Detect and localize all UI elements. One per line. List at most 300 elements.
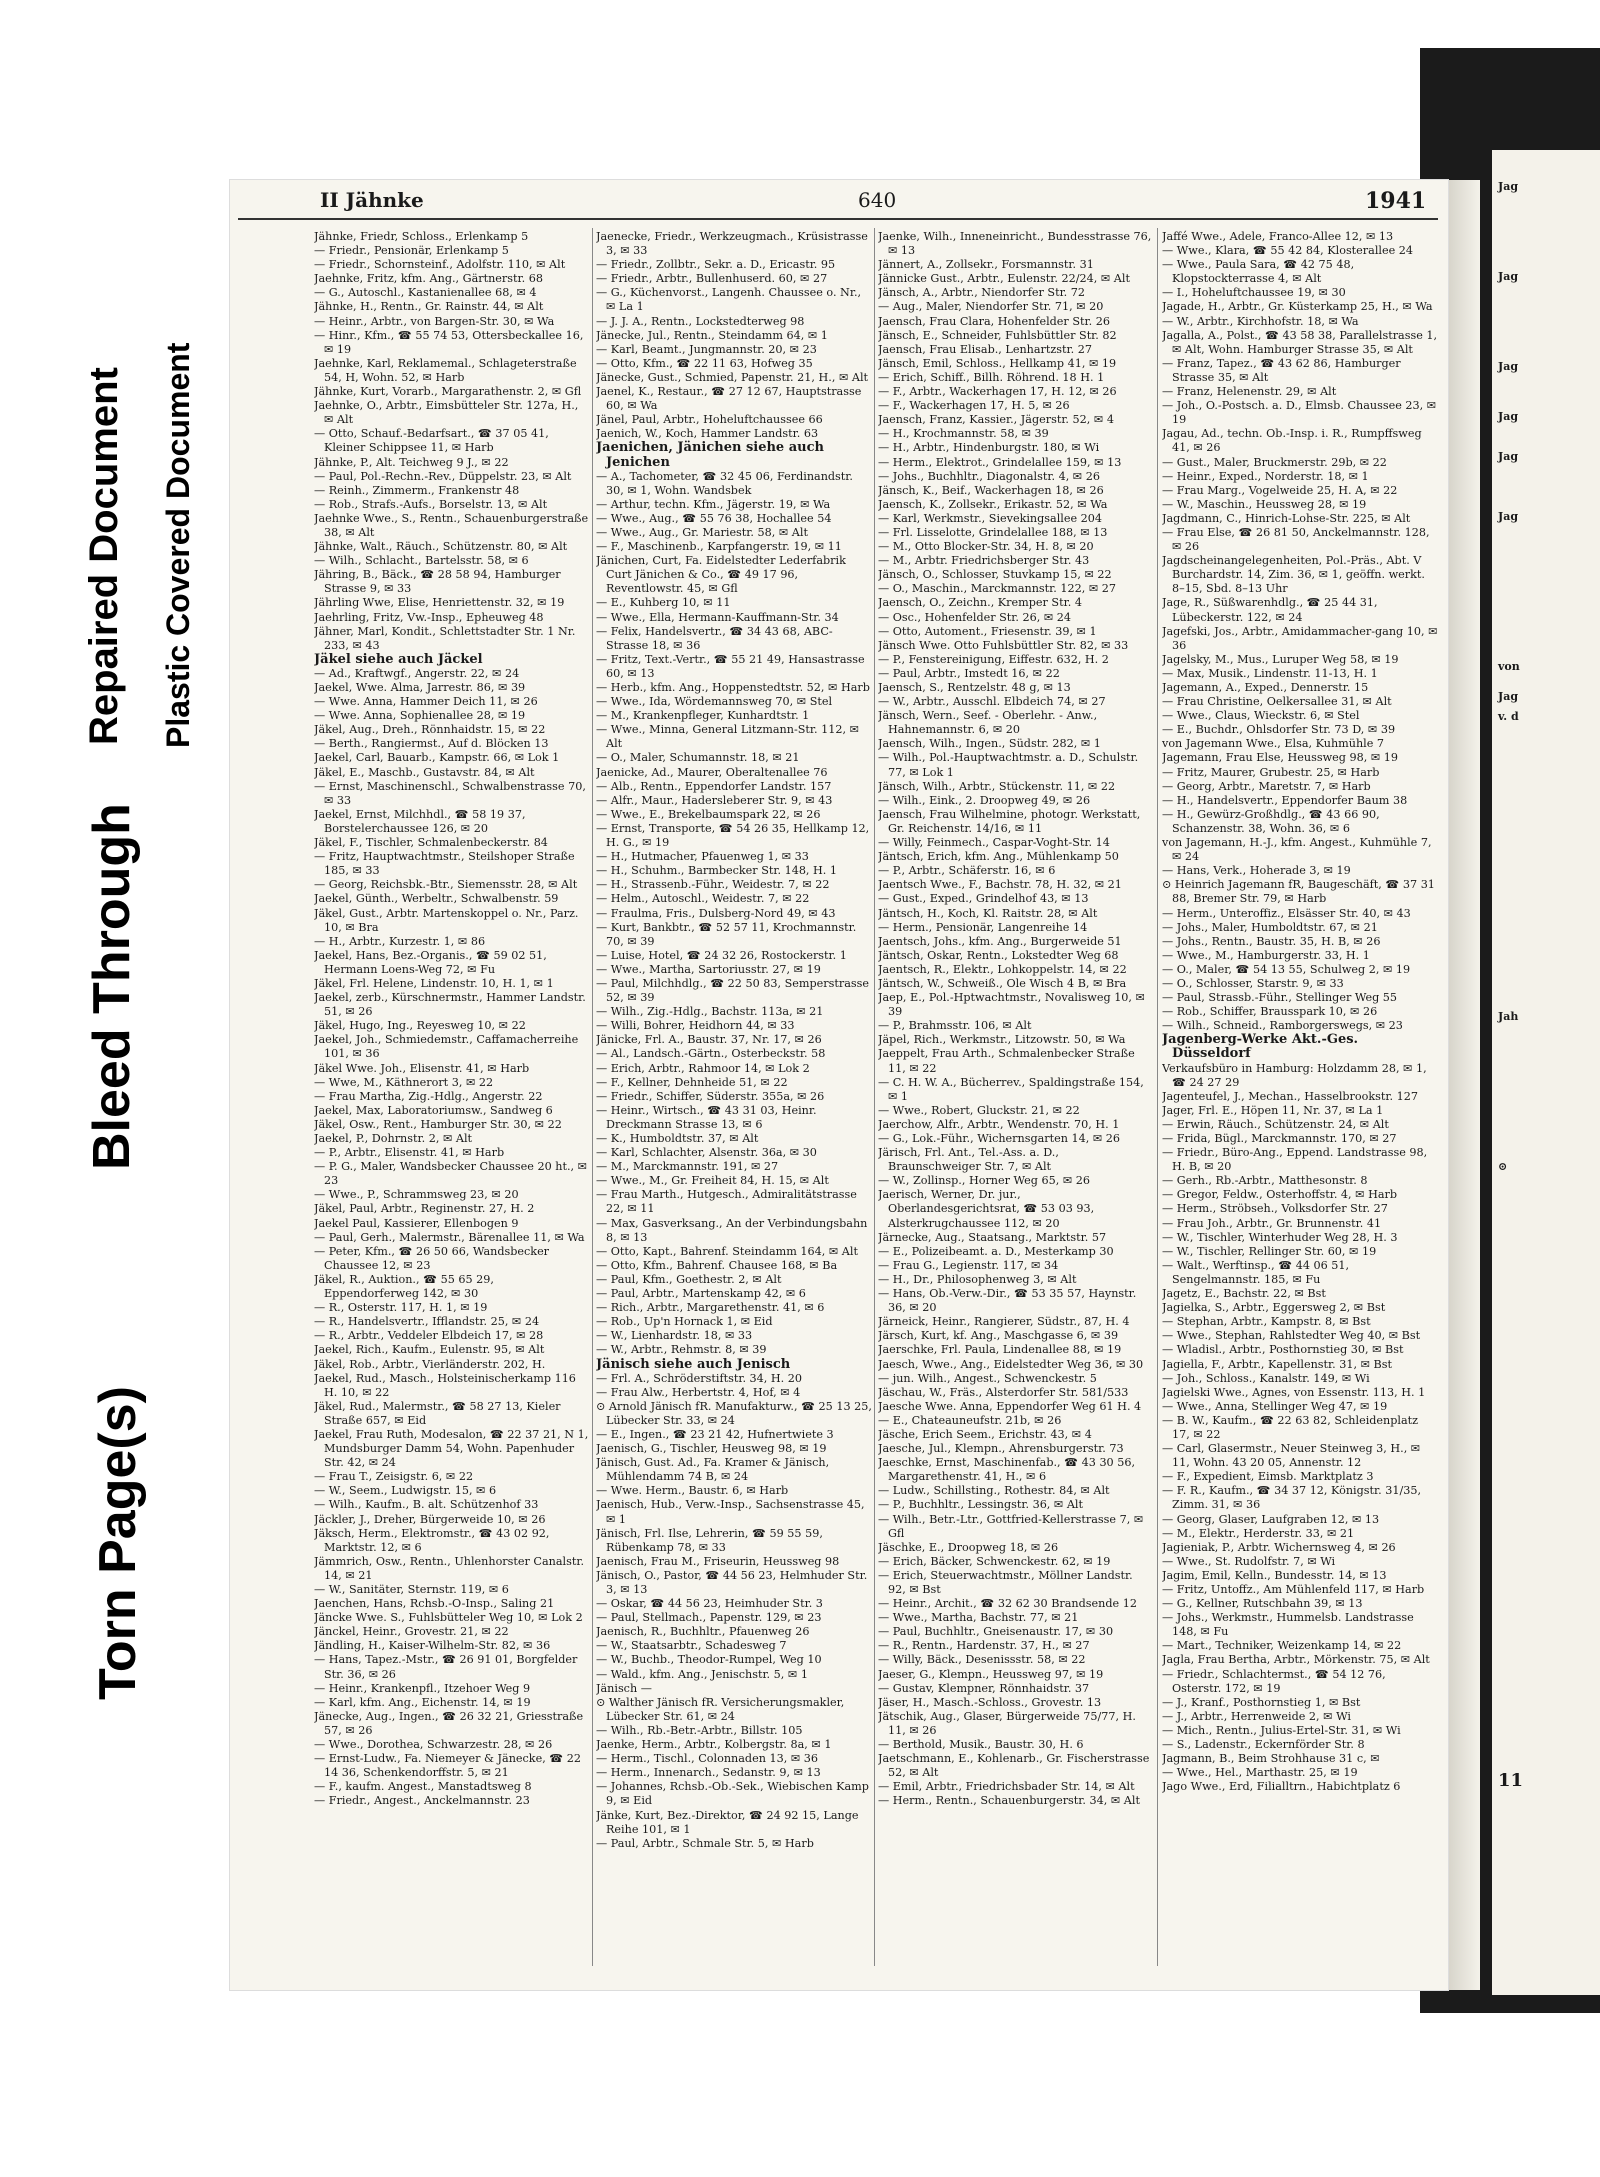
directory-entry: — Johs., Werkmstr., Hummelsb. Landstrasse 148, ✉ Fu [1162,1611,1414,1639]
directory-entry: — Gregor, Feldw., Osterhoffstr. 4, ✉ Harb [1162,1188,1398,1202]
directory-entry: — Otto, Automent., Friesenstr. 39, ✉ 1 [878,624,1097,638]
directory-entry: Jäkel, Hugo, Ing., Reyesweg 10, ✉ 22 [314,1019,526,1033]
directory-entry: — Friedr., Angest., Anckelmannstr. 23 [314,1794,530,1808]
directory-entry: — Hans, Tapez.-Mstr., ☎ 26 91 01, Borgfelder Str. 36, ✉ 26 [314,1653,578,1681]
directory-entry: Jäkel, Frl. Helene, Lindenstr. 10, H. 1, ✉ 1 [314,976,554,990]
directory-entry: — F., Kellner, Dehnheide 51, ✉ 22 [596,1075,788,1089]
directory-entry: — Georg, Arbtr., Maretstr. 7, ✉ Harb [1162,779,1371,793]
directory-entry: — P., Arbtr., Elisenstr. 41, ✉ Harb [314,1146,505,1160]
directory-entry: — O., Maschin., Marckmannstr. 122, ✉ 27 [878,582,1117,596]
directory-entry: Jaerisch, Werner, Dr. jur., Oberlandesgerichtsrat, ☎ 53 03 93, Alsterkrugchaussee 112, ✉ 20 [878,1188,1095,1230]
directory-column-2 [596,230,872,1966]
directory-entry: Jaenisch, Frau M., Friseurin, Heussweg 98 [596,1554,840,1568]
directory-entry: — Rob., Schiffer, Brausspark 10, ✉ 26 [1162,1005,1378,1019]
year: 1941 [1365,188,1427,214]
directory-entry: — Frau G., Legienstr. 117, ✉ 34 [878,1258,1059,1272]
directory-entry: — Emil, Arbtr., Friedrichsbader Str. 14, ✉ Alt [878,1780,1135,1794]
directory-entry: Jaekel, Wwe. Alma, Jarrestr. 86, ✉ 39 [314,681,526,694]
directory-entry: — Aug., Maler, Niendorfer Str. 71, ✉ 20 [878,300,1104,314]
running-head: II Jähnke [320,188,424,212]
directory-entry: — Hans, Ob.-Verw.-Dir., ☎ 53 35 57, Haynstr. 36, ✉ 20 [878,1287,1137,1315]
directory-entry: — Gust., Exped., Grindelhof 43, ✉ 13 [878,892,1089,906]
directory-entry: Jage, R., Süßwarenhdlg., ☎ 25 44 31, Lübeckerstr. 122, ✉ 24 [1162,596,1378,624]
directory-entry: Jäkel, Aug., Dreh., Rönnhaidstr. 15, ✉ 22 [314,723,546,737]
directory-entry: — Wwe. Anna, Sophienallee 28, ✉ 19 [314,709,526,723]
directory-entry: Jänke, Kurt, Bez.-Direktor, ☎ 24 92 15, Lange Reihe 101, ✉ 1 [596,1808,859,1836]
directory-entry: — Mich., Rentn., Julius-Ertel-Str. 31, ✉ Wi [1162,1723,1401,1737]
directory-entry: — R., Rentn., Hardenstr. 37, H., ✉ 27 [878,1639,1090,1653]
directory-column-4 [1162,230,1438,1966]
directory-entry: Jagdscheinangelegenheiten, Pol.-Präs., Abt. V Burchardstr. 14, Zim. 36, ✉ 1, geöffn. werkt. 8–15, Sbd. 8–13 Uhr [1162,554,1425,596]
directory-entry: — Friedr., Schiffer, Süderstr. 355a, ✉ 26 [596,1089,825,1103]
directory-entry: — W., Arbtr., Rehmstr. 8, ✉ 39 [596,1343,767,1357]
directory-entry: — Walt., Werftinsp., ☎ 44 06 51, Sengelmannstr. 185, ✉ Fu [1162,1258,1350,1286]
directory-entry: Jänecke, Jul., Rentn., Steindamm 64, ✉ 1 [596,328,828,342]
directory-entry: Jänsch, O., Schlosser, Stuvkamp 15, ✉ 22 [878,568,1112,582]
directory-entry: — H., Handelsvertr., Eppendorfer Baum 38 [1162,793,1408,807]
directory-entry: — Erich, Arbtr., Rahmoor 14, ✉ Lok 2 [596,1061,810,1075]
directory-entry: Jaekel, Max, Laboratoriumsw., Sandweg 6 [314,1103,553,1117]
directory-entry: Jaensch, Frau Elisab., Lenhartzstr. 27 [878,342,1092,356]
directory-entry: — Wwe., Martha, Bachstr. 77, ✉ 21 [878,1611,1079,1625]
directory-entry: — H., Krochmannstr. 58, ✉ 39 [878,427,1049,441]
directory-entry: — Paul, Arbtr., Imstedt 16, ✉ 22 [878,666,1060,680]
directory-entry: — F., Arbtr., Wackerhagen 17, H. 12, ✉ 26 [878,385,1117,399]
directory-entry: — Arthur, techn. Kfm., Jägerstr. 19, ✉ Wa [596,497,831,511]
directory-entry: — Wwe., Robert, Gluckstr. 21, ✉ 22 [878,1103,1080,1117]
column-divider [592,228,593,1966]
directory-entry: — Herm., Tischl., Colonnaden 13, ✉ 36 [596,1752,818,1766]
directory-entry: — Wilh., Schneid., Ramborgerswegs, ✉ 23 [1162,1019,1403,1033]
directory-entry: — Herm., Ströbseh., Volksdorfer Str. 27 [1162,1202,1388,1216]
directory-entry: ⊙ Walther Jänisch fR. Versicherungsmakler, Lübecker Str. 61, ✉ 24 [596,1695,845,1723]
directory-entry: — Wwe, M., Käthnerort 3, ✉ 22 [314,1075,494,1089]
directory-entry: Jänisch siehe auch Jenisch [596,1356,791,1372]
sliver-text: v. d [1498,710,1519,723]
directory-entry: Jagieniak, P., Arbtr. Wichernsweg 4, ✉ 26 [1162,1540,1396,1554]
directory-entry: Jäkel siehe auch Jäckel [314,651,483,667]
directory-entry: — Helm., Autoschl., Weidestr. 7, ✉ 22 [596,892,810,906]
directory-entry: — I., Hoheluftchaussee 19, ✉ 30 [1162,286,1346,300]
directory-entry: — O., Schlosser, Starstr. 9, ✉ 33 [1162,976,1344,990]
directory-entry: Jaeser, G., Klempn., Heussweg 97, ✉ 19 [878,1667,1104,1681]
directory-entry: Jänsch, Wilh., Arbtr., Stückenstr. 11, ✉ 22 [878,779,1116,793]
sliver-text: ⊙ [1498,1160,1508,1173]
directory-entry: Jaehnke Wwe., S., Rentn., Schauenburgerstraße 38, ✉ Alt [314,511,589,539]
directory-entry: Jätschik, Aug., Glaser, Bürgerweide 75/77, H. 11, ✉ 26 [878,1709,1136,1737]
directory-entry: Jaekel, Rud., Masch., Holsteinischerkamp 116 H. 10, ✉ 22 [314,1371,576,1399]
sliver-text: Jag [1498,690,1519,703]
directory-entry: — E., Ingen., ☎ 23 21 42, Hufnertwiete 3 [596,1427,834,1441]
directory-entry: — Frau Marth., Hutgesch., Admiralitätstrasse 22, ✉ 11 [596,1188,857,1216]
directory-entry: Jagielka, S., Arbtr., Eggersweg 2, ✉ Bst [1162,1301,1386,1315]
directory-entry: Jähnke, H., Rentn., Gr. Rainstr. 44, ✉ Alt [314,300,544,314]
directory-entry: — R., Handelsvertr., Ifflandstr. 25, ✉ 24 [314,1315,540,1329]
top-margin [0,0,1600,48]
directory-entry: Jänsch, E., Schneider, Fuhlsbüttler Str. 82 [878,328,1117,342]
directory-entry: Jaeschke, Ernst, Maschinenfab., ☎ 43 30 56, Margarethenstr. 41, H., ✉ 6 [878,1456,1136,1484]
directory-entry: Jährling Wwe, Elise, Henriettenstr. 32, ✉ 19 [314,596,565,610]
directory-entry: Jändling, H., Kaiser-Wilhelm-Str. 82, ✉ 36 [314,1639,551,1653]
directory-entry: — W., Arbtr., Ausschl. Elbdeich 74, ✉ 27 [878,695,1106,709]
directory-entry: Jänsch, A., Arbtr., Niendorfer Str. 72 [878,286,1086,300]
directory-entry: von Jagemann, H.-J., kfm. Angest., Kuhmühle 7, ✉ 24 [1162,836,1432,864]
directory-entry: — Friedr., Schornsteinf., Adolfstr. 110, ✉ Alt [314,258,566,272]
directory-entry: — Wwe., Hel., Marthastr. 25, ✉ 19 [1162,1766,1358,1780]
directory-entry: — W., Staatsarbtr., Schadesweg 7 [596,1639,787,1653]
directory-entry: Jaekel, Günth., Werbeltr., Schwalbenstr. 59 [314,892,559,906]
directory-entry: — Otto, Kfm., Bahrenf. Chausee 168, ✉ Ba [596,1258,838,1272]
directory-entry: Jagla, Frau Bertha, Arbtr., Mörkenstr. 75, ✉ Alt [1162,1653,1430,1667]
directory-entry: Järisch, Frl. Ant., Tel.-Ass. a. D., Braunschweiger Str. 7, ✉ Alt [878,1146,1059,1174]
directory-entry: — Gustav, Klempner, Rönnhaidstr. 37 [878,1681,1090,1695]
directory-entry: — Al., Landsch.-Gärtn., Osterbeckstr. 58 [596,1047,826,1061]
directory-column-3 [878,230,1154,1966]
directory-entry: — M., Arbtr. Friedrichsberger Str. 43 [878,554,1090,568]
directory-entry: — H., Schuhm., Barmbecker Str. 148, H. 1 [596,864,838,878]
directory-entry: Jäkel, F., Tischler, Schmalenbeckerstr. 84 [314,836,548,850]
directory-entry: — Reinh., Zimmerm., Frankenstr 48 [314,483,520,497]
directory-entry: Jagenberg-Werke Akt.-Ges. Düsseldorf [1162,1032,1359,1062]
directory-entry: — G., Kellner, Rutschbahn 39, ✉ 13 [1162,1597,1363,1611]
directory-entry: — Fritz, Maurer, Grubestr. 25, ✉ Harb [1162,765,1380,779]
directory-entry: Jager, Frl. E., Höpen 11, Nr. 37, ✉ La 1 [1162,1103,1384,1117]
directory-entry: — Ernst, Maschinenschl., Schwalbenstrasse 70, ✉ 33 [314,779,586,807]
directory-entry: Jänisch — [596,1681,652,1695]
directory-entry: — Felix, Handelsvertr., ☎ 34 43 68, ABC-Strasse 18, ✉ 36 [596,624,833,652]
directory-entry: — Wwe., Minna, General Litzmann-Str. 112, ✉ Alt [596,723,859,751]
directory-entry: — H., Dr., Philosophenweg 3, ✉ Alt [878,1272,1077,1286]
directory-entry: Jäksch, Herm., Elektromstr., ☎ 43 02 92, Marktstr. 12, ✉ 6 [314,1526,550,1554]
directory-entry: — W., Sanitäter, Sternstr. 119, ✉ 6 [314,1583,509,1596]
directory-entry: — Wilh., Betr.-Ltr., Gottfried-Kellerstrasse 7, ✉ Gfl [878,1512,1144,1540]
directory-entry: Jaenke, Herm., Arbtr., Kolbergstr. 8a, ✉ 1 [596,1738,832,1752]
page-number: 640 [858,188,897,212]
directory-entry: Jaerchow, Alfr., Arbtr., Wendenstr. 70, H. 1 [878,1117,1120,1131]
directory-entry: — Wwe., Claus, Wieckstr. 6, ✉ Stel [1162,709,1360,723]
directory-entry: — Fritz, Hauptwachtmstr., Steilshoper Straße 185, ✉ 33 [314,850,575,878]
directory-column-1 [314,230,590,1966]
directory-entry: — Georg, Reichsbk.-Btr., Siemensstr. 28, ✉ Alt [314,878,578,892]
directory-entry: Järneick, Heinr., Rangierer, Südstr., 87, H. 4 [878,1315,1130,1329]
directory-entry: Jaenisch, Hub., Verw.-Insp., Sachsenstrasse 45, ✉ 1 [596,1498,865,1526]
directory-entry: — H., Strassenb.-Führ., Weidestr. 7, ✉ 22 [596,878,830,892]
header-rule [238,218,1438,220]
directory-entry: — Wwe., M., Hamburgerstr. 33, H. 1 [1162,948,1370,962]
directory-entry: — Friedr., Pensionär, Erlenkamp 5 [314,244,509,258]
directory-entry: Jaenke, Wilh., Inneneinricht., Bundesstrasse 76, ✉ 13 [878,230,1152,258]
directory-entry: — G., Küchenvorst., Langenh. Chaussee o. Nr., ✉ La 1 [596,286,862,314]
directory-entry: — Berthold, Musik., Baustr. 30, H. 6 [878,1738,1084,1752]
directory-entry: Jaekel, Frau Ruth, Modesalon, ☎ 22 37 21, N 1, Mundsburger Damm 54, Wohn. Papenhuder Str. 42, ✉ 24 [314,1427,589,1470]
directory-entry: — Wilh., Zig.-Hdlg., Bachstr. 113a, ✉ 21 [596,1005,824,1019]
directory-entry: Jaekel, Joh., Schmiedemstr., Caffamacherreihe 101, ✉ 36 [314,1033,579,1061]
directory-entry: — Georg, Glaser, Laufgraben 12, ✉ 13 [1162,1512,1380,1526]
directory-entry: Jaerschke, Frl. Paula, Lindenallee 88, ✉ 19 [878,1343,1122,1357]
directory-entry: — Paul, Milchhdlg., ☎ 22 50 83, Semperstrasse 52, ✉ 39 [596,976,869,1005]
directory-entry: — F., Maschinenb., Karpfangerstr. 19, ✉ 11 [596,540,842,554]
directory-entry: — E., Buchdr., Ohlsdorfer Str. 73 D, ✉ 39 [1162,723,1396,737]
directory-entry: Jänisch, O., Pastor, ☎ 44 56 23, Helmhuder Str. 3, ✉ 13 [596,1568,868,1596]
directory-entry: — J., Kranf., Posthornstieg 1, ✉ Bst [1162,1695,1361,1709]
directory-entry: — Paul, Arbtr., Martenskamp 42, ✉ 6 [596,1287,806,1301]
directory-entry: Jaekel Paul, Kassierer, Ellenbogen 9 [314,1216,519,1230]
directory-entry: — R., Arbtr., Veddeler Elbdeich 17, ✉ 28 [314,1329,544,1343]
directory-entry: — Herm., Elektrot., Grindelallee 159, ✉ 13 [878,455,1122,469]
directory-entry: Jaekel, P., Dohrnstr. 2, ✉ Alt [314,1132,473,1145]
directory-entry: Jaensch, K., Zollsekr., Erikastr. 52, ✉ Wa [878,497,1108,511]
sliver-text: Jag [1498,510,1519,523]
directory-entry: — F., kaufm. Angest., Manstadtsweg 8 [314,1780,532,1794]
directory-entry: — Frau Martha, Zig.-Hdlg., Angerstr. 22 [314,1089,543,1103]
directory-entry: — Hans, Verk., Hoherade 3, ✉ 19 [1162,864,1351,878]
directory-entry: Jago Wwe., Erd, Filialltrn., Habichtplatz 6 [1162,1780,1401,1794]
directory-entry: Jaentsch, R., Elektr., Lohkoppelstr. 14, ✉ 22 [878,962,1127,976]
directory-entry: — Frau Alw., Herbertstr. 4, Hof, ✉ 4 [596,1385,801,1399]
stamp-bleed-through: Bleed Through [83,803,141,1170]
directory-entry: Jagefski, Jos., Arbtr., Amidammacher-gang 10, ✉ 36 [1162,624,1438,652]
directory-entry: — P., Arbtr., Schäferstr. 16, ✉ 6 [878,864,1056,878]
directory-entry: Jaenichen, Jänichen siehe auch Jenichen [596,440,824,470]
directory-entry: — O., Maler, ☎ 54 13 55, Schulweg 2, ✉ 19 [1162,962,1411,976]
directory-entry: Jaensch, Frau Wilhelmine, photogr. Werkstatt, Gr. Reichenstr. 14/16, ✉ 11 [878,807,1141,835]
directory-entry: Jaenecke, Friedr., Werkzeugmach., Krüsistrasse 3, ✉ 33 [596,230,868,258]
directory-entry: — H., Arbtr., Hindenburgstr. 180, ✉ Wi [878,441,1100,455]
directory-entry: — C. H. W. A., Bücherrev., Spaldingstraße 154, ✉ 1 [878,1075,1144,1103]
directory-entry: — Friedr., Zollbtr., Sekr. a. D., Ericastr. 95 [596,258,836,272]
directory-entry: Jähnke, Walt., Räuch., Schützenstr. 80, ✉ Alt [314,540,568,554]
directory-entry: Jänisch, Frl. Ilse, Lehrerin, ☎ 59 55 59, Rübenkamp 78, ✉ 33 [596,1526,823,1554]
directory-entry: — Frau Joh., Arbtr., Gr. Brunnenstr. 41 [1162,1216,1382,1230]
directory-entry: Jäntsch, Erich, kfm. Ang., Mühlenkamp 50 [878,850,1119,864]
directory-entry: Jäschke, E., Droopweg 18, ✉ 26 [878,1540,1059,1554]
directory-entry: — Otto, Kapt., Bahrenf. Steindamm 164, ✉ Alt [596,1244,858,1258]
sliver-text: Jag [1498,410,1519,423]
directory-page [230,180,1448,1990]
directory-entry: — Gerh., Rb.-Arbtr., Matthesonstr. 8 [1162,1174,1368,1188]
directory-entry: — Wwe., Stephan, Rahlstedter Weg 40, ✉ Bst [1162,1329,1421,1343]
directory-entry: — W., Seem., Ludwigstr. 15, ✉ 6 [314,1484,497,1498]
directory-entry: Jäkel, E., Maschb., Gustavstr. 84, ✉ Alt [314,765,535,779]
directory-entry: Jänisch, Gust. Ad., Fa. Kramer & Jänisch, Mühlendamm 74 B, ✉ 24 [596,1456,830,1484]
directory-entry: Jäkel Wwe. Joh., Elisenstr. 41, ✉ Harb [314,1061,530,1075]
directory-entry: — Rob., Up'n Hornack 1, ✉ Eid [596,1315,773,1329]
directory-entry: ⊙ Heinrich Jagemann fR, Baugeschäft, ☎ 37 31 88, Bremer Str. 79, ✉ Harb [1162,878,1435,906]
directory-entry: — W., Arbtr., Kirchhofstr. 18, ✉ Wa [1162,314,1359,328]
directory-entry: — Erwin, Räuch., Schützenstr. 24, ✉ Alt [1162,1117,1389,1131]
directory-entry: — Karl, Beamt., Jungmannstr. 20, ✉ 23 [596,342,817,356]
directory-entry: — Wwe., Ella, Hermann-Kauffmann-Str. 34 [596,610,839,624]
directory-entry: — Frau Else, ☎ 26 81 50, Anckelmannstr. 128, ✉ 26 [1162,525,1430,554]
directory-entry: — O., Maler, Schumannstr. 18, ✉ 21 [596,751,800,765]
directory-entry: Jännicke Gust., Arbtr., Eulenstr. 22/24, ✉ Alt [878,272,1130,286]
directory-entry: — Wwe., St. Rudolfstr. 7, ✉ Wi [1162,1554,1336,1568]
directory-entry: — jun. Wilh., Angest., Schwenckestr. 5 [878,1371,1097,1385]
directory-entry: Jaensch, O., Zeichn., Kremper Str. 4 [878,596,1082,610]
directory-entry: — W., Buchb., Theodor-Rumpel, Weg 10 [596,1653,822,1667]
column-divider [1157,228,1158,1966]
directory-entry: — J. J. A., Rentn., Lockstedterweg 98 [596,314,805,328]
directory-entry: — F. R., Kaufm., ☎ 34 37 12, Königstr. 31/35, Zimm. 31, ✉ 36 [1162,1484,1422,1512]
directory-entry: — M., Elektr., Herderstr. 33, ✉ 21 [1162,1526,1355,1540]
directory-entry: — P., Fenstereinigung, Eiffestr. 632, H. 2 [878,652,1109,666]
directory-entry: Jännert, A., Zollsekr., Forsmannstr. 31 [878,258,1094,272]
directory-entry: — Johannes, Rchsb.-Ob.-Sek., Wiebischen Kamp 9, ✉ Eid [596,1780,869,1808]
directory-entry: — Wwe., Aug., Gr. Mariestr. 58, ✉ Alt [596,525,808,539]
directory-entry: — Otto, Schauf.-Bedarfsart., ☎ 37 05 41, Kleiner Schippsee 11, ✉ Harb [314,427,549,455]
directory-entry: — Frl. A., Schröderstiftstr. 34, H. 20 [596,1371,803,1385]
directory-entry: — Max, Musik., Lindenstr. 11-13, H. 1 [1162,666,1378,680]
stamp-repaired-document: Repaired Document [82,367,126,745]
directory-entry: — Wwe., P., Schrammsweg 23, ✉ 20 [314,1188,519,1202]
directory-entry: — Friedr., Arbtr., Bullenhuserd. 60, ✉ 27 [596,272,828,286]
directory-entry: — Johs., Buchhltr., Diagonalstr. 4, ✉ 26 [878,469,1100,483]
directory-entry: — G., Lok.-Führ., Wichernsgarten 14, ✉ 26 [878,1132,1121,1145]
directory-entry: — Wilh., Schlacht., Bartelsstr. 58, ✉ 6 [314,554,529,568]
directory-entry: — Wwe. Herm., Baustr. 6, ✉ Harb [596,1484,789,1498]
directory-entry: — W., Tischler, Rellinger Str. 60, ✉ 19 [1162,1244,1377,1258]
directory-entry: Jaensch, Wilh., Ingen., Südstr. 282, ✉ 1 [878,737,1101,751]
directory-entry: — P., Brahmsstr. 106, ✉ Alt [878,1019,1032,1033]
directory-entry: Jäntsch, H., Koch, Kl. Raitstr. 28, ✉ Alt [878,906,1098,920]
directory-entry: — Johs., Maler, Humboldtstr. 67, ✉ 21 [1162,920,1378,934]
directory-entry: — Paul, Arbtr., Schmale Str. 5, ✉ Harb [596,1836,814,1850]
directory-entry: — Wilh., Rb.-Betr.-Arbtr., Billstr. 105 [596,1723,803,1737]
directory-entry: — Alb., Rentn., Eppendorfer Landstr. 157 [596,779,832,793]
directory-entry: Jähnke, Friedr, Schloss., Erlenkamp 5 [314,230,529,243]
directory-entry: — Paul, Gerh., Malermstr., Bärenallee 11, ✉ Wa [314,1230,585,1244]
directory-entry: — Mart., Techniker, Weizenkamp 14, ✉ 22 [1162,1639,1402,1653]
directory-entry: — M., Marckmannstr. 191, ✉ 27 [596,1160,779,1174]
directory-entry: — Herm., Rentn., Schauenburgerstr. 34, ✉ Alt [878,1794,1140,1808]
directory-entry: — Herm., Unteroffiz., Elsässer Str. 40, ✉ 43 [1162,906,1411,920]
page-header [230,180,1448,220]
directory-entry: — Frau Marg., Vogelweide 25, H. A, ✉ 22 [1162,483,1398,497]
directory-entry: — A., Tachometer, ☎ 32 45 06, Ferdinandstr. 30, ✉ 1, Wohn. Wandsbek [596,469,853,497]
directory-entry: — Ernst, Transporte, ☎ 54 26 35, Hellkamp 12, H. G., ✉ 19 [596,821,870,850]
directory-entry: — Franz, Tapez., ☎ 43 62 86, Hamburger Strasse 35, ✉ Alt [1162,356,1401,384]
directory-entry: — Heinr., Wirtsch., ☎ 43 31 03, Heinr. Dreckmann Strasse 13, ✉ 6 [596,1103,817,1131]
directory-entry: — E., Polizeibeamt. a. D., Mesterkamp 30 [878,1244,1114,1258]
directory-entry: Jäkel, Osw., Rent., Hamburger Str. 30, ✉ 22 [314,1117,562,1131]
directory-entry: — W., Tischler, Winterhuder Weg 28, H. 3 [1162,1230,1398,1244]
directory-entry: Jähner, Marl, Kondit., Schlettstadter Str. 1 Nr. 233, ✉ 43 [314,624,576,652]
directory-entry: Jaekel, Hans, Bez.-Organis., ☎ 59 02 51, Hermann Loens-Weg 72, ✉ Fu [314,948,547,976]
directory-entry: — W., Lienhardstr. 18, ✉ 33 [596,1329,753,1343]
directory-entry: Jäsche, Erich Seem., Erichstr. 43, ✉ 4 [878,1427,1092,1441]
directory-entry: — Luise, Hotel, ☎ 24 32 26, Rostockerstr. 1 [596,948,847,962]
directory-entry: — Rob., Strafs.-Aufs., Borselstr. 13, ✉ Alt [314,497,548,511]
directory-entry: Jaesche, Jul., Klempn., Ahrensburgerstr. 73 [878,1442,1124,1456]
directory-entry: — Joh., O.-Postsch. a. D., Elmsb. Chaussee 23, ✉ 19 [1162,399,1437,427]
directory-entry: Jähring, B., Bäck., ☎ 28 58 94, Hamburger Strasse 9, ✉ 33 [314,568,561,596]
directory-entry: Jagiella, F., Arbtr., Kapellenstr. 31, ✉ Bst [1162,1357,1393,1371]
directory-entry: Jagelsky, M., Mus., Luruper Weg 58, ✉ 19 [1162,652,1399,666]
directory-entry: Jaekel, Carl, Bauarb., Kampstr. 66, ✉ Lok 1 [314,751,560,765]
directory-entry: Jänckel, Heinr., Grovestr. 21, ✉ 22 [314,1625,509,1639]
stamp-plastic-covered: Plastic Covered Document [160,342,196,748]
directory-entry: — Erich, Schiff., Billh. Röhrend. 18 H. 1 [878,370,1105,384]
directory-entry: — Wilh., Pol.-Hauptwachtmstr. a. D., Schulstr. 77, ✉ Lok 1 [878,751,1139,779]
directory-entry: Jaensch, S., Rentzelstr. 48 g, ✉ 13 [878,681,1071,694]
directory-entry: — Fritz, Text.-Vertr., ☎ 55 21 49, Hansastrasse 60, ✉ 13 [596,652,865,680]
directory-entry: Jähnke, Kurt, Vorarb., Margarathenstr. 2, ✉ Gfl [314,385,582,399]
directory-entry: — Willy, Bäck., Desenissstr. 58, ✉ 22 [878,1653,1086,1667]
directory-entry: — M., Krankenpfleger, Kunhardtstr. 1 [596,709,810,723]
directory-entry: — W., Maschin., Heussweg 28, ✉ 19 [1162,497,1367,511]
directory-entry: Jagau, Ad., techn. Ob.-Insp. i. R., Rumpffsweg 41, ✉ 26 [1162,427,1422,455]
directory-entry: — Frau T., Zeisigstr. 6, ✉ 22 [314,1470,474,1484]
directory-entry: Jaehrling, Fritz, Vw.-Insp., Epheuweg 48 [314,610,544,624]
directory-entry: — Karl, Werkmstr., Sievekingsallee 204 [878,511,1103,525]
directory-entry: — Ernst-Ludw., Fa. Niemeyer & Jänecke, ☎ 22 14 36, Schenkendorffstr. 5, ✉ 21 [314,1752,582,1780]
directory-entry: Jaffé Wwe., Adele, Franco-Allee 12, ✉ 13 [1162,230,1394,243]
directory-entry: — Fraulma, Fris., Dulsberg-Nord 49, ✉ 43 [596,906,836,920]
directory-entry: Jämmrich, Osw., Rentn., Uhlenhorster Canalstr. 14, ✉ 21 [314,1554,585,1582]
directory-entry: — Wilh., Kaufm., B. alt. Schützenhof 33 [314,1498,539,1512]
directory-entry: Jaep, E., Pol.-Hptwachtmstr., Novalisweg 10, ✉ 39 [878,991,1145,1019]
directory-entry: — Johs., Rentn., Baustr. 35, H. B, ✉ 26 [1162,934,1381,948]
directory-entry: Jäncke Wwe. S., Fuhlsbütteler Weg 10, ✉ Lok 2 [314,1611,583,1625]
stamp-torn-pages: Torn Page(s) [89,1386,147,1700]
directory-entry: Jaekel, zerb., Kürschnermstr., Hammer Landstr. 51, ✉ 26 [314,991,586,1019]
directory-entry: Jänsch, Wern., Seef. - Oberlehr. - Anw., Hahnemannstr. 6, ✉ 20 [878,709,1098,737]
directory-entry: — Herm., Innenarch., Sedanstr. 9, ✉ 13 [596,1766,821,1780]
directory-entry: Jaenich, W., Koch, Hammer Landstr. 63 [596,427,819,441]
directory-entry: Jagade, H., Arbtr., Gr. Küsterkamp 25, H., ✉ Wa [1162,300,1433,314]
directory-entry: — H., Arbtr., Kurzestr. 1, ✉ 86 [314,934,486,948]
directory-entry: Jänel, Paul, Arbtr., Hoheluftchaussee 66 [596,413,823,427]
directory-entry: Jagetz, E., Bachstr. 22, ✉ Bst [1162,1287,1326,1301]
directory-entry: Jäntsch, W., Schweiß., Ole Wisch 4 B, ✉ Bra [878,976,1127,990]
directory-entry: Jäser, H., Masch.-Schloss., Grovestr. 13 [878,1695,1102,1709]
directory-entry: — E., Kuhberg 10, ✉ 11 [596,596,731,610]
directory-entry: — Hinr., Kfm., ☎ 55 74 53, Ottersbeckallee 16, ✉ 19 [314,328,584,356]
directory-entry: — Heinr., Arbtr., von Bargen-Str. 30, ✉ Wa [314,314,555,328]
directory-entry: Jaehnke, Karl, Reklamemal., Schlageterstraße 54, H, Wohn. 52, ✉ Harb [314,356,577,384]
directory-entry: Jaehnke, O., Arbtr., Eimsbütteler Str. 127a, H., ✉ Alt [314,399,579,427]
directory-entry: — Stephan, Arbtr., Kampstr. 8, ✉ Bst [1162,1315,1371,1329]
directory-entry: — Max, Gasverksang., An der Verbindungsbahn 8, ✉ 13 [596,1216,868,1244]
directory-entry: Jaentsch, Johs., kfm. Ang., Burgerweide 51 [878,934,1122,948]
directory-entry: — Paul, Strassb.-Führ., Stellinger Weg 55 [1162,991,1398,1005]
directory-entry: Jagmann, B., Beim Strohhause 31 c, ✉ [1162,1752,1380,1766]
directory-entry: — K., Humboldtstr. 37, ✉ Alt [596,1132,759,1145]
directory-entry: Jänsch Wwe. Otto Fuhlsbüttler Str. 82, ✉ 33 [878,638,1129,652]
directory-entry: Jagim, Emil, Kelln., Bundesstr. 14, ✉ 13 [1162,1568,1387,1582]
directory-entry: — Karl, Schlachter, Alsenstr. 36a, ✉ 30 [596,1146,817,1160]
directory-entry: — Heinr., Exped., Norderstr. 18, ✉ 1 [1162,469,1369,483]
directory-entry: Jaenisch, R., Buchhltr., Pfauenweg 26 [596,1625,810,1639]
directory-entry: — P. G., Maler, Wandsbecker Chaussee 20 ht., ✉ 23 [314,1160,587,1188]
directory-entry: — F., Wackerhagen 17, H. 5, ✉ 26 [878,399,1070,413]
directory-entry: — Wwe. Anna, Hammer Deich 11, ✉ 26 [314,695,538,709]
directory-entry: — Wwe., Martha, Sartoriusstr. 27, ✉ 19 [596,962,821,976]
directory-entry: — Wwe., E., Brekelbaumspark 22, ✉ 26 [596,807,821,821]
directory-entry: — Wald., kfm. Ang., Jenischstr. 5, ✉ 1 [596,1667,808,1681]
directory-entry: — Erich, Steuerwachtmstr., Möllner Landstr. 92, ✉ Bst [878,1568,1133,1596]
directory-entry: — M., Otto Blocker-Str. 34, H. 8, ✉ 20 [878,540,1094,554]
directory-entry: — E., Chateauneufstr. 21b, ✉ 26 [878,1413,1062,1427]
directory-entry: Jaetschmann, E., Kohlenarb., Gr. Fischerstrasse 52, ✉ Alt [878,1752,1150,1780]
directory-entry: — Friedr., Büro-Ang., Eppend. Landstrasse 98, H. B, ✉ 20 [1162,1146,1428,1174]
directory-entry: Jagalla, A., Polst., ☎ 43 58 38, Parallelstrasse 1, ✉ Alt, Wohn. Hamburger Strasse 35, ✉ Alt [1162,328,1438,356]
directory-entry: — Franz, Helenenstr. 29, ✉ Alt [1162,385,1337,399]
directory-entry: Jaentsch Wwe., F., Bachstr. 78, H. 32, ✉ 21 [878,878,1122,892]
sliver-text: Jag [1498,450,1519,463]
directory-entry: Jäpel, Rich., Werkmstr., Litzowstr. 50, ✉ Wa [878,1033,1126,1047]
directory-entry: — G., Autoschl., Kastanienallee 68, ✉ 4 [314,286,537,300]
